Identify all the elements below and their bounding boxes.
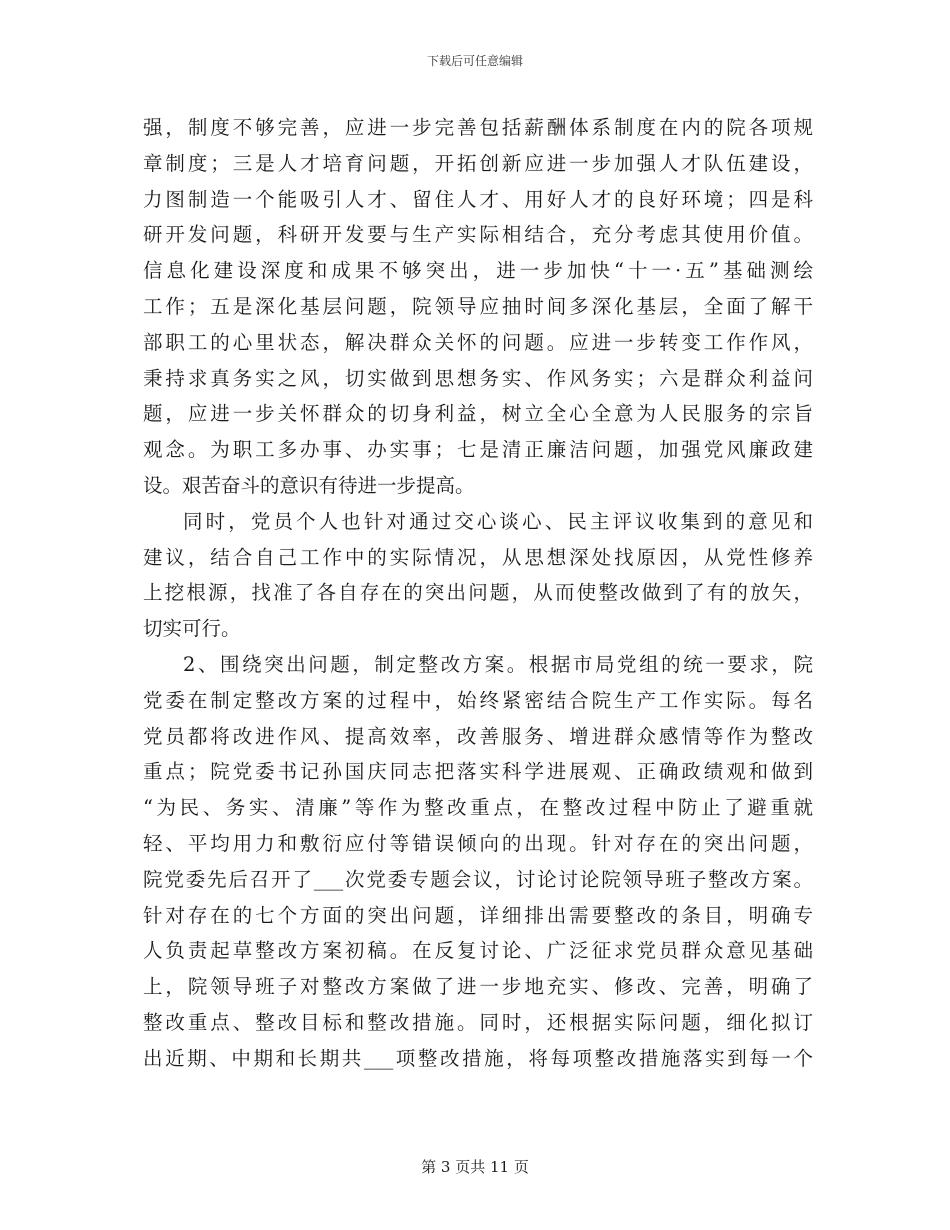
text-line: 轻、平均用力和敷衍应付等错误倾向的出现。针对存在的突出问题， (143, 831, 813, 855)
text-line: 题，应进一步关怀群众的切身利益，树立全心全意为人民服务的宗旨 (143, 402, 813, 426)
text-line: 秉持求真务实之风，切实做到思想务实、作风务实；六是群众利益问 (143, 366, 813, 390)
text-line: 党委在制定整改方案的过程中，始终紧密结合院生产工作实际。每名 (143, 688, 813, 712)
text-line: 研开发问题，科研开发要与生产实际相结合，充分考虑其使用价值。 (143, 223, 813, 247)
text-line: 切实可行。 (143, 617, 241, 641)
page-number: 第 3 页共 11 页 (421, 1158, 529, 1176)
text-line: 重点；院党委书记孙国庆同志把落实科学进展观、正确政绩观和做到 (143, 760, 813, 784)
text-line: 设。艰苦奋斗的意识有待进一步提高。 (143, 473, 475, 497)
text-line: 力图制造一个能吸引人才、留住人才、用好人才的良好环境；四是科 (143, 187, 813, 211)
text-line: “为民、务实、清廉”等作为整改重点，在整改过程中防止了避重就 (143, 796, 813, 820)
text-line: 强，制度不够完善，应进一步完善包括薪酬体系制度在内的院各项规 (143, 116, 813, 139)
paragraph-first-line: 同时，党员个人也针对通过交心谈心、民主评议收集到的意见和 (183, 509, 813, 533)
text-line: 整改重点、整改目标和整改措施。同时，还根据实际问题，细化拟订 (143, 1010, 813, 1034)
text-line: 观念。为职工多办事、办实事；七是清正廉洁问题，加强党风廉政建 (143, 438, 813, 462)
text-line: 针对存在的七个方面的突出问题，详细排出需要整改的条目，明确专 (143, 903, 813, 927)
text-line: 信息化建设深度和成果不够突出，进一步加快“十一·五”基础测绘 (143, 259, 813, 283)
text-line: 党员都将改进作风、提高效率，改善服务、增进群众感情等作为整改 (143, 724, 813, 748)
text-line: 院党委先后召开了___次党委专题会议，讨论讨论院领导班子整改方案。 (143, 867, 813, 891)
paragraph-first-line: 2、围绕突出问题，制定整改方案。根据市局党组的统一要求，院 (183, 652, 813, 676)
text-line: 上挖根源，找准了各自存在的突出问题，从而使整改做到了有的放矢， (143, 581, 813, 605)
text-line: 工作；五是深化基层问题，院领导应抽时间多深化基层，全面了解干 (143, 294, 813, 318)
text-line: 人负责起草整改方案初稿。在反复讨论、广泛征求党员群众意见基础 (143, 939, 813, 963)
text-line: 部职工的心里状态，解决群众关怀的问题。应进一步转变工作作风， (143, 330, 813, 354)
text-line: 出近期、中期和长期共___项整改措施，将每项整改措施落实到每一个 (143, 1046, 813, 1070)
text-line: 章制度；三是人才培育问题，开拓创新应进一步加强人才队伍建设， (143, 151, 813, 175)
text-line: 上，院领导班子对整改方案做了进一步地充实、修改、完善，明确了 (143, 975, 813, 999)
text-line: 建议，结合自己工作中的实际情况，从思想深处找原因，从党性修养 (143, 545, 813, 569)
document-body (143, 110, 813, 1077)
page-header: 下载后可任意编辑 (426, 54, 523, 68)
